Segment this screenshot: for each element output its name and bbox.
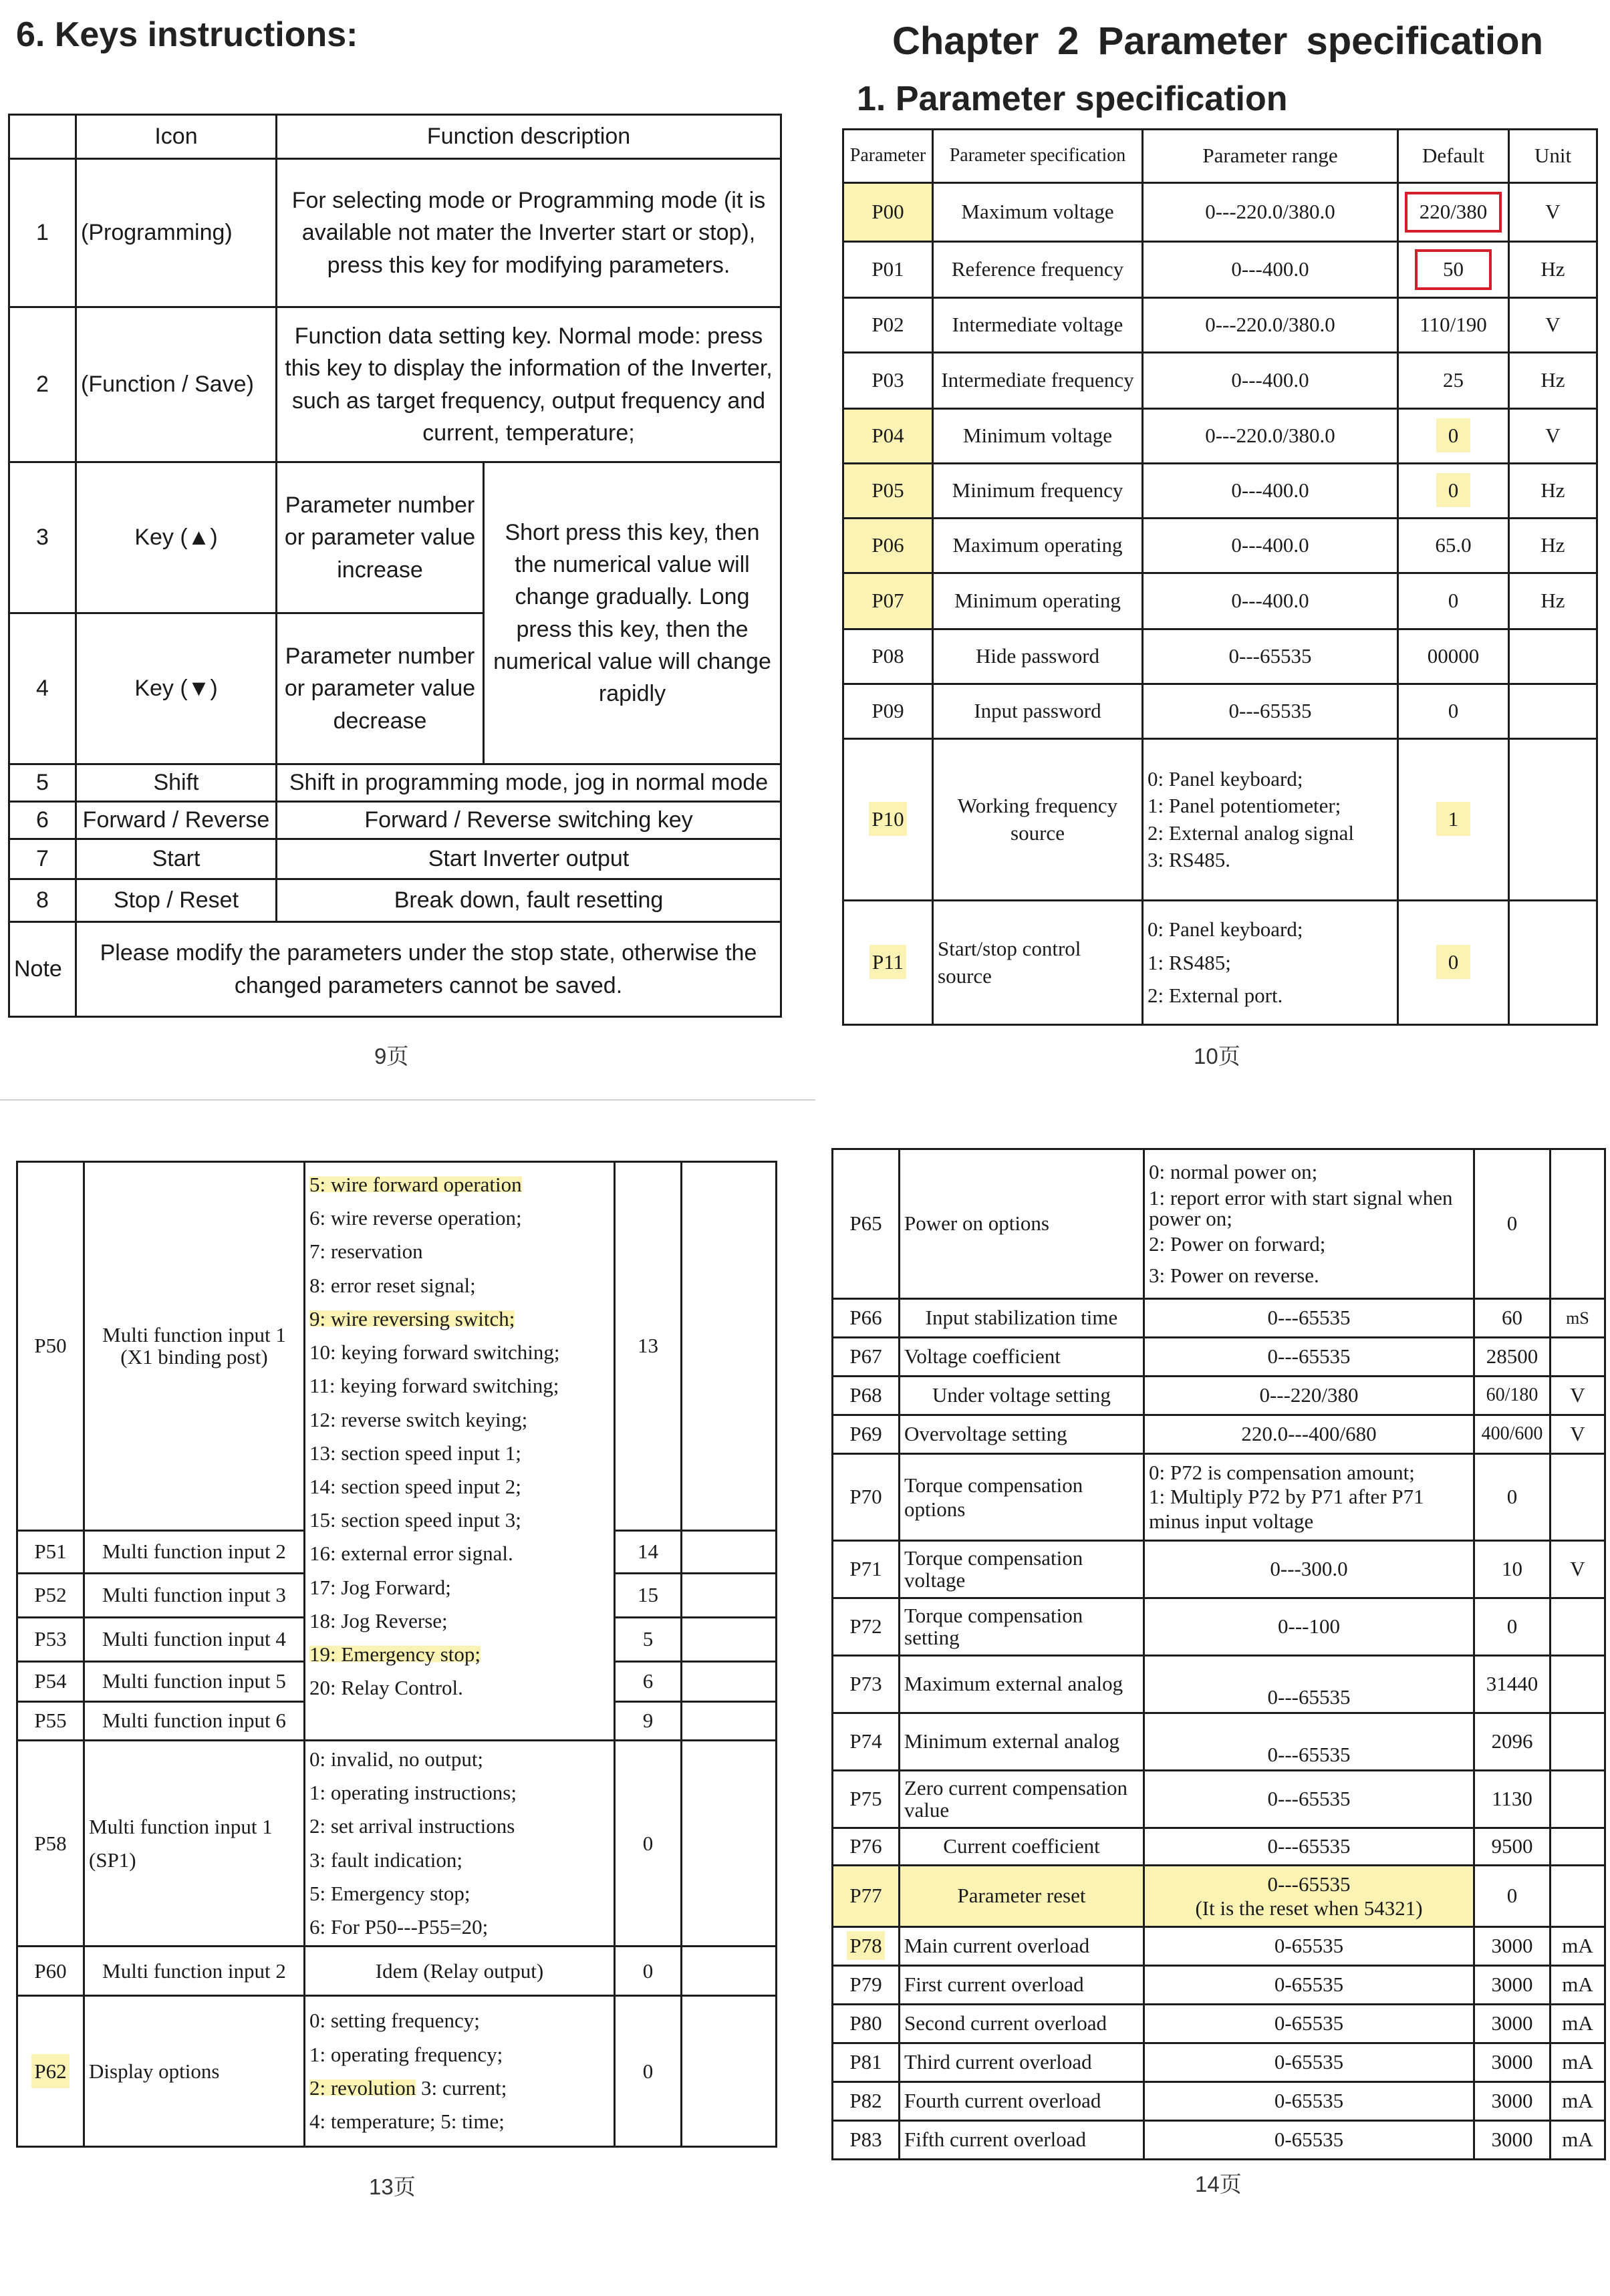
param-default: 2096 bbox=[1474, 1713, 1551, 1771]
header-range: Parameter range bbox=[1143, 130, 1398, 183]
param-row bbox=[17, 1162, 777, 1531]
param-row bbox=[833, 1377, 1605, 1415]
param-default: 25 bbox=[1398, 353, 1509, 409]
option: 0: P72 is compensation amount; bbox=[1149, 1460, 1415, 1484]
param-options bbox=[1144, 1454, 1474, 1541]
param-default: 10 bbox=[1474, 1541, 1551, 1598]
param-row bbox=[843, 464, 1597, 519]
param-default: 00000 bbox=[1398, 629, 1509, 684]
param-range: 0---400.0 bbox=[1143, 242, 1398, 298]
param-code: P67 bbox=[833, 1338, 900, 1377]
param-range: 0-65535 bbox=[1144, 2121, 1474, 2160]
key-icon-label: Shift bbox=[76, 764, 277, 802]
param-default: 50 bbox=[1415, 249, 1492, 289]
key-up-label: Key (▲) bbox=[76, 462, 277, 613]
header-parameter: Parameter bbox=[843, 130, 933, 183]
param-spec: Intermediate voltage bbox=[933, 298, 1143, 353]
param-default: 400/600 bbox=[1474, 1415, 1551, 1454]
option: 11: keying forward switching; bbox=[309, 1374, 559, 1398]
col-icon-header: Icon bbox=[76, 115, 277, 159]
param-row bbox=[833, 1713, 1605, 1771]
param-code: P10 bbox=[869, 802, 906, 836]
param-code: P66 bbox=[833, 1299, 900, 1338]
param-options bbox=[305, 1741, 615, 1947]
param-unit: V bbox=[1551, 1377, 1605, 1415]
option: 1: RS485; bbox=[1148, 950, 1231, 974]
param-row bbox=[843, 629, 1597, 684]
row-number: 8 bbox=[9, 879, 76, 922]
param-unit: mA bbox=[1551, 2082, 1605, 2121]
param-unit bbox=[1509, 684, 1597, 739]
param-code: P71 bbox=[833, 1541, 900, 1598]
key-description: Start Inverter output bbox=[277, 839, 781, 879]
param-range: 0---65535 bbox=[1144, 1828, 1474, 1866]
param-spec: Voltage coefficient bbox=[900, 1338, 1144, 1377]
row-number: 6 bbox=[9, 802, 76, 839]
param-default: 0 bbox=[1436, 945, 1471, 979]
param-code: P03 bbox=[843, 353, 933, 409]
param-default: 31440 bbox=[1474, 1656, 1551, 1713]
param-code: P04 bbox=[843, 409, 933, 464]
param-range: 220.0---400/680 bbox=[1144, 1415, 1474, 1454]
param-code: P72 bbox=[833, 1598, 900, 1656]
param-spec: Multi function input 1 (SP1) bbox=[84, 1741, 305, 1947]
param-range: 0-65535 bbox=[1144, 1927, 1474, 1966]
param-range: 0---100 bbox=[1144, 1598, 1474, 1656]
param-spec: Display options bbox=[84, 1996, 305, 2147]
param-code: P54 bbox=[17, 1662, 84, 1702]
param-spec: Under voltage setting bbox=[900, 1377, 1144, 1415]
param-spec: Multi function input 2 bbox=[84, 1531, 305, 1574]
param-default: 9500 bbox=[1474, 1828, 1551, 1866]
row-number: 5 bbox=[9, 764, 76, 802]
param-options bbox=[1143, 739, 1398, 901]
param-row bbox=[843, 298, 1597, 353]
option: 14: section speed input 2; bbox=[309, 1474, 521, 1498]
param-spec: Power on options bbox=[900, 1149, 1144, 1299]
key-icon-label: (Function / Save) bbox=[76, 307, 277, 462]
row-number: 3 bbox=[9, 462, 76, 613]
param-code: P77 bbox=[833, 1866, 900, 1927]
param-spec: Main current overload bbox=[900, 1927, 1144, 1966]
param-code: P58 bbox=[17, 1741, 84, 1947]
param-range: 0-65535 bbox=[1144, 2043, 1474, 2082]
param-default: 5 bbox=[615, 1618, 682, 1662]
param-row bbox=[833, 1415, 1605, 1454]
param-code: P51 bbox=[17, 1531, 84, 1574]
option: 0: Panel keyboard; bbox=[1148, 917, 1303, 942]
param-unit: V bbox=[1509, 409, 1597, 464]
param-code: P74 bbox=[833, 1713, 900, 1771]
param-default: 60/180 bbox=[1474, 1377, 1551, 1415]
param-code: P70 bbox=[833, 1454, 900, 1541]
param-code: P55 bbox=[17, 1702, 84, 1741]
param-range: 0---65535 bbox=[1144, 1771, 1474, 1828]
param-spec: Zero current compensation value bbox=[900, 1771, 1144, 1828]
param-row bbox=[843, 353, 1597, 409]
page-number: 9页 bbox=[374, 1044, 409, 1068]
keys-table bbox=[8, 114, 782, 1018]
param-unit bbox=[1509, 629, 1597, 684]
param-unit: mA bbox=[1551, 1966, 1605, 2005]
option: 6: For P50---P55=20; bbox=[309, 1915, 489, 1939]
param-code: P73 bbox=[833, 1656, 900, 1713]
param-range: 0-65535 bbox=[1144, 1966, 1474, 2005]
option: 3: current; bbox=[421, 2075, 507, 2100]
param-spec: Maximum voltage bbox=[933, 183, 1143, 242]
param-range: 0---400.0 bbox=[1143, 353, 1398, 409]
param-code: P01 bbox=[843, 242, 933, 298]
param-spec: Maximum external analog bbox=[900, 1656, 1144, 1713]
chapter-heading: Chapter 2 Parameter specification bbox=[892, 19, 1544, 63]
param-spec: Multi function input 3 bbox=[84, 1574, 305, 1618]
param-row bbox=[833, 2121, 1605, 2160]
range-note: (It is the reset when 54321) bbox=[1195, 1896, 1423, 1920]
param-default: 0 bbox=[1474, 1149, 1551, 1299]
param-code: P05 bbox=[843, 464, 933, 519]
param-row bbox=[843, 901, 1597, 1025]
param-spec: Working frequency source bbox=[933, 739, 1143, 901]
param-range: 0---400.0 bbox=[1143, 573, 1398, 629]
param-code: P83 bbox=[833, 2121, 900, 2160]
param-row bbox=[833, 1656, 1605, 1713]
param-unit: mA bbox=[1551, 1927, 1605, 1966]
key-description: Function data setting key. Normal mode: press this key to display the information of the Inverter, such as target frequency, output frequency and current, temperature; bbox=[277, 307, 781, 462]
param-default: 1 bbox=[1436, 802, 1471, 836]
param-row bbox=[843, 573, 1597, 629]
param-default: 15 bbox=[615, 1574, 682, 1618]
param-spec: Fifth current overload bbox=[900, 2121, 1144, 2160]
note-label: Note bbox=[9, 922, 76, 1017]
option: 13: section speed input 1; bbox=[309, 1441, 521, 1465]
key-down-sub: Parameter number or parameter value decrease bbox=[277, 613, 484, 764]
option: 0: normal power on; bbox=[1149, 1159, 1318, 1183]
key-icon-label: Forward / Reverse bbox=[76, 802, 277, 839]
param-range: 0---65535 bbox=[1144, 1338, 1474, 1377]
param-code: P02 bbox=[843, 298, 933, 353]
range-value: 0---65535 bbox=[1267, 1872, 1351, 1896]
option: 2: revolution bbox=[309, 2075, 416, 2100]
param-row bbox=[843, 409, 1597, 464]
key-description: Shift in programming mode, jog in normal mode bbox=[277, 764, 781, 802]
row-number: 1 bbox=[9, 159, 76, 307]
param-spec: Current coefficient bbox=[900, 1828, 1144, 1866]
param-row bbox=[843, 684, 1597, 739]
param-row bbox=[833, 1771, 1605, 1828]
param-spec: Second current overload bbox=[900, 2005, 1144, 2043]
row-number: 2 bbox=[9, 307, 76, 462]
param-code: P00 bbox=[843, 183, 933, 242]
key-icon-label: (Programming) bbox=[76, 159, 277, 307]
option: 4: temperature; 5: time; bbox=[309, 2110, 505, 2134]
key-icon-label: Stop / Reset bbox=[76, 879, 277, 922]
param-code: P52 bbox=[17, 1574, 84, 1618]
param-row bbox=[17, 1996, 777, 2147]
param-code: P09 bbox=[843, 684, 933, 739]
param-row bbox=[843, 242, 1597, 298]
page-divider bbox=[0, 1099, 815, 1101]
param-default: 60 bbox=[1474, 1299, 1551, 1338]
param-default: 3000 bbox=[1474, 2005, 1551, 2043]
param-default: 3000 bbox=[1474, 1966, 1551, 2005]
param-range: 0---65535 bbox=[1144, 1656, 1474, 1713]
param-row bbox=[833, 1338, 1605, 1377]
keys-up-down-description: Short press this key, then the numerical value will change gradually. Long press this key, then the numerical value will change rapidly bbox=[484, 462, 781, 764]
note-text: Please modify the parameters under the stop state, otherwise the changed parameters cannot be saved. bbox=[76, 922, 781, 1017]
param-code: P65 bbox=[833, 1149, 900, 1299]
param-spec: Parameter reset bbox=[900, 1866, 1144, 1927]
header-default: Default bbox=[1398, 130, 1509, 183]
param-default: 0 bbox=[1474, 1866, 1551, 1927]
param-row bbox=[843, 739, 1597, 901]
param-spec: Overvoltage setting bbox=[900, 1415, 1144, 1454]
param-options: Idem (Relay output) bbox=[305, 1947, 615, 1996]
param-code: P07 bbox=[843, 573, 933, 629]
param-code: P53 bbox=[17, 1618, 84, 1662]
param-options bbox=[305, 1996, 615, 2147]
param-spec: Reference frequency bbox=[933, 242, 1143, 298]
param-code: P50 bbox=[17, 1162, 84, 1531]
param-range: 0---65535 bbox=[1144, 1713, 1474, 1771]
param-default: 28500 bbox=[1474, 1338, 1551, 1377]
param-options bbox=[1143, 901, 1398, 1025]
param-unit: V bbox=[1509, 298, 1597, 353]
param-row bbox=[833, 2082, 1605, 2121]
param-row bbox=[843, 183, 1597, 242]
param-default: 0 bbox=[615, 1741, 682, 1947]
param-default: 14 bbox=[615, 1531, 682, 1574]
param-range: 0---220/380 bbox=[1144, 1377, 1474, 1415]
option: 5: wire forward operation bbox=[309, 1173, 522, 1196]
param-unit: mA bbox=[1551, 2005, 1605, 2043]
param-unit: Hz bbox=[1509, 353, 1597, 409]
param-spec: Input password bbox=[933, 684, 1143, 739]
option: 15: section speed input 3; bbox=[309, 1508, 521, 1532]
key-icon-label: Start bbox=[76, 839, 277, 879]
param-default: 3000 bbox=[1474, 2043, 1551, 2082]
param-spec: Minimum frequency bbox=[933, 464, 1143, 519]
param-range: 0---220.0/380.0 bbox=[1143, 183, 1398, 242]
parameter-table-p00-p11 bbox=[842, 128, 1598, 1026]
option: 20: Relay Control. bbox=[309, 1676, 463, 1700]
param-code: P68 bbox=[833, 1377, 900, 1415]
key-up-sub: Parameter number or parameter value increase bbox=[277, 462, 484, 613]
param-range: 0-65535 bbox=[1144, 2005, 1474, 2043]
param-unit: Hz bbox=[1509, 464, 1597, 519]
option: 1: operating instructions; bbox=[309, 1781, 517, 1805]
option: 0: invalid, no output; bbox=[309, 1747, 484, 1771]
col-function-header: Function description bbox=[277, 115, 781, 159]
param-spec: Minimum external analog bbox=[900, 1713, 1144, 1771]
page-number: 10页 bbox=[1194, 1044, 1240, 1068]
param-range bbox=[1144, 1866, 1474, 1927]
option: 2: External port. bbox=[1148, 984, 1283, 1008]
param-default: 0 bbox=[1436, 418, 1471, 452]
option: 3: fault indication; bbox=[309, 1848, 463, 1872]
param-options bbox=[1144, 1149, 1474, 1299]
param-row bbox=[833, 1598, 1605, 1656]
option: 12: reverse switch keying; bbox=[309, 1407, 528, 1431]
param-row bbox=[833, 1927, 1605, 1966]
param-default: 0 bbox=[615, 1947, 682, 1996]
option: 1: Multiply P72 by P71 after P71 minus input voltage bbox=[1149, 1485, 1424, 1533]
param-unit: mS bbox=[1551, 1299, 1605, 1338]
key-description: Forward / Reverse switching key bbox=[277, 802, 781, 839]
param-code: P60 bbox=[17, 1947, 84, 1996]
param-spec: Hide password bbox=[933, 629, 1143, 684]
param-code: P75 bbox=[833, 1771, 900, 1828]
param-code: P80 bbox=[833, 2005, 900, 2043]
param-unit: V bbox=[1509, 183, 1597, 242]
param-code: P08 bbox=[843, 629, 933, 684]
param-range: 0---65535 bbox=[1144, 1299, 1474, 1338]
param-spec: Intermediate frequency bbox=[933, 353, 1143, 409]
param-row bbox=[833, 1454, 1605, 1541]
param-range: 0---300.0 bbox=[1144, 1541, 1474, 1598]
param-unit: Hz bbox=[1509, 242, 1597, 298]
param-spec: Minimum operating bbox=[933, 573, 1143, 629]
param-default: 0 bbox=[1474, 1454, 1551, 1541]
param-code: P11 bbox=[869, 945, 906, 979]
param-row bbox=[17, 1741, 777, 1947]
param-unit: Hz bbox=[1509, 519, 1597, 573]
option: 1: report error with start signal when power on; bbox=[1149, 1186, 1453, 1231]
param-spec: Multi function input 1 (X1 binding post) bbox=[84, 1162, 305, 1531]
option: 2: set arrival instructions bbox=[309, 1814, 515, 1838]
param-spec: Multi function input 2 bbox=[84, 1947, 305, 1996]
option: 6: wire reverse operation; bbox=[309, 1206, 522, 1230]
param-code: P69 bbox=[833, 1415, 900, 1454]
param-default: 65.0 bbox=[1398, 519, 1509, 573]
param-row bbox=[833, 1299, 1605, 1338]
option: 0: setting frequency; bbox=[309, 2009, 480, 2033]
param-spec: Minimum voltage bbox=[933, 409, 1143, 464]
param-row bbox=[833, 2043, 1605, 2082]
param-range: 0---65535 bbox=[1143, 684, 1398, 739]
param-default: 220/380 bbox=[1405, 192, 1502, 232]
page-number: 13页 bbox=[369, 2174, 416, 2199]
param-code: P06 bbox=[843, 519, 933, 573]
param-default: 9 bbox=[615, 1702, 682, 1741]
param-row bbox=[833, 1828, 1605, 1866]
option: 16: external error signal. bbox=[309, 1542, 513, 1566]
param-unit bbox=[1551, 1338, 1605, 1377]
param-code: P79 bbox=[833, 1966, 900, 2005]
param-default: 0 bbox=[1474, 1598, 1551, 1656]
param-range: 0---220.0/380.0 bbox=[1143, 409, 1398, 464]
page-number: 14页 bbox=[1195, 2172, 1242, 2196]
param-default: 0 bbox=[1398, 684, 1509, 739]
option: 9: wire reversing switch; bbox=[309, 1306, 515, 1330]
param-default: 0 bbox=[1436, 473, 1471, 507]
header-specification: Parameter specification bbox=[933, 130, 1143, 183]
option: 5: Emergency stop; bbox=[309, 1881, 471, 1905]
parameter-table-p65-p83 bbox=[831, 1148, 1606, 2160]
param-spec: Third current overload bbox=[900, 2043, 1144, 2082]
param-default: 0 bbox=[1398, 573, 1509, 629]
param-unit: mA bbox=[1551, 2043, 1605, 2082]
section-heading: 1. Parameter specification bbox=[857, 80, 1288, 118]
key-description: For selecting mode or Programming mode (it is available not mater the Inverter start or stop), press this key for modifying parameters. bbox=[277, 159, 781, 307]
param-spec: Maximum operating bbox=[933, 519, 1143, 573]
param-row bbox=[17, 1947, 777, 1996]
param-default: 6 bbox=[615, 1662, 682, 1702]
param-row bbox=[833, 1866, 1605, 1927]
keys-heading: 6. Keys instructions: bbox=[16, 15, 358, 54]
param-default: 0 bbox=[615, 1996, 682, 2147]
option: 7: reservation bbox=[309, 1240, 423, 1264]
param-spec: Input stabilization time bbox=[900, 1299, 1144, 1338]
row-number: 4 bbox=[9, 613, 76, 764]
param-row bbox=[833, 2005, 1605, 2043]
param-spec: Fourth current overload bbox=[900, 2082, 1144, 2121]
param-spec: Torque compensation setting bbox=[900, 1598, 1144, 1656]
option: 2: Power on forward; bbox=[1149, 1232, 1326, 1256]
key-down-label: Key (▼) bbox=[76, 613, 277, 764]
key-description: Break down, fault resetting bbox=[277, 879, 781, 922]
param-spec: Torque compensation options bbox=[900, 1454, 1144, 1541]
row-number: 7 bbox=[9, 839, 76, 879]
param-range: 0---65535 bbox=[1143, 629, 1398, 684]
header-unit: Unit bbox=[1509, 130, 1597, 183]
option: 1: operating frequency; bbox=[309, 2042, 503, 2066]
param-code: P62 bbox=[31, 2054, 69, 2088]
param-row bbox=[833, 1149, 1605, 1299]
param-spec: Torque compensation voltage bbox=[900, 1541, 1144, 1598]
param-unit: V bbox=[1551, 1541, 1605, 1598]
param-default: 3000 bbox=[1474, 1927, 1551, 1966]
param-range: 0---400.0 bbox=[1143, 464, 1398, 519]
param-default: 110/190 bbox=[1398, 298, 1509, 353]
param-range: 0---400.0 bbox=[1143, 519, 1398, 573]
param-spec: First current overload bbox=[900, 1966, 1144, 2005]
param-default: 13 bbox=[615, 1162, 682, 1531]
param-unit: Hz bbox=[1509, 573, 1597, 629]
param-default: 3000 bbox=[1474, 2082, 1551, 2121]
option: 18: Jog Reverse; bbox=[309, 1608, 448, 1632]
param-unit: V bbox=[1551, 1415, 1605, 1454]
param-code: P76 bbox=[833, 1828, 900, 1866]
param-code: P82 bbox=[833, 2082, 900, 2121]
option: 1: Panel potentiometer; bbox=[1148, 794, 1341, 818]
param-range: 0---220.0/380.0 bbox=[1143, 298, 1398, 353]
param-default: 3000 bbox=[1474, 2121, 1551, 2160]
option: 2: External analog signal bbox=[1148, 821, 1355, 845]
option: 17: Jog Forward; bbox=[309, 1575, 451, 1599]
param-row bbox=[833, 1541, 1605, 1598]
param-range: 0-65535 bbox=[1144, 2082, 1474, 2121]
param-spec: Start/stop control source bbox=[933, 901, 1143, 1025]
parameter-table-p50-p62 bbox=[16, 1161, 777, 2148]
param-spec: Multi function input 4 bbox=[84, 1618, 305, 1662]
param-code: P81 bbox=[833, 2043, 900, 2082]
option: 8: error reset signal; bbox=[309, 1273, 476, 1297]
param-unit: mA bbox=[1551, 2121, 1605, 2160]
param-spec: Multi function input 6 bbox=[84, 1702, 305, 1741]
option: 19: Emergency stop; bbox=[309, 1642, 481, 1667]
param-row bbox=[843, 519, 1597, 573]
param-code: P78 bbox=[847, 1931, 884, 1960]
param-row bbox=[833, 1966, 1605, 2005]
option: 0: Panel keyboard; bbox=[1148, 766, 1303, 791]
param-spec: Multi function input 5 bbox=[84, 1662, 305, 1702]
option: 3: RS485. bbox=[1148, 847, 1231, 871]
param-default: 1130 bbox=[1474, 1771, 1551, 1828]
param-options bbox=[305, 1162, 615, 1741]
option: 10: keying forward switching; bbox=[309, 1340, 560, 1365]
option: 3: Power on reverse. bbox=[1149, 1263, 1319, 1287]
